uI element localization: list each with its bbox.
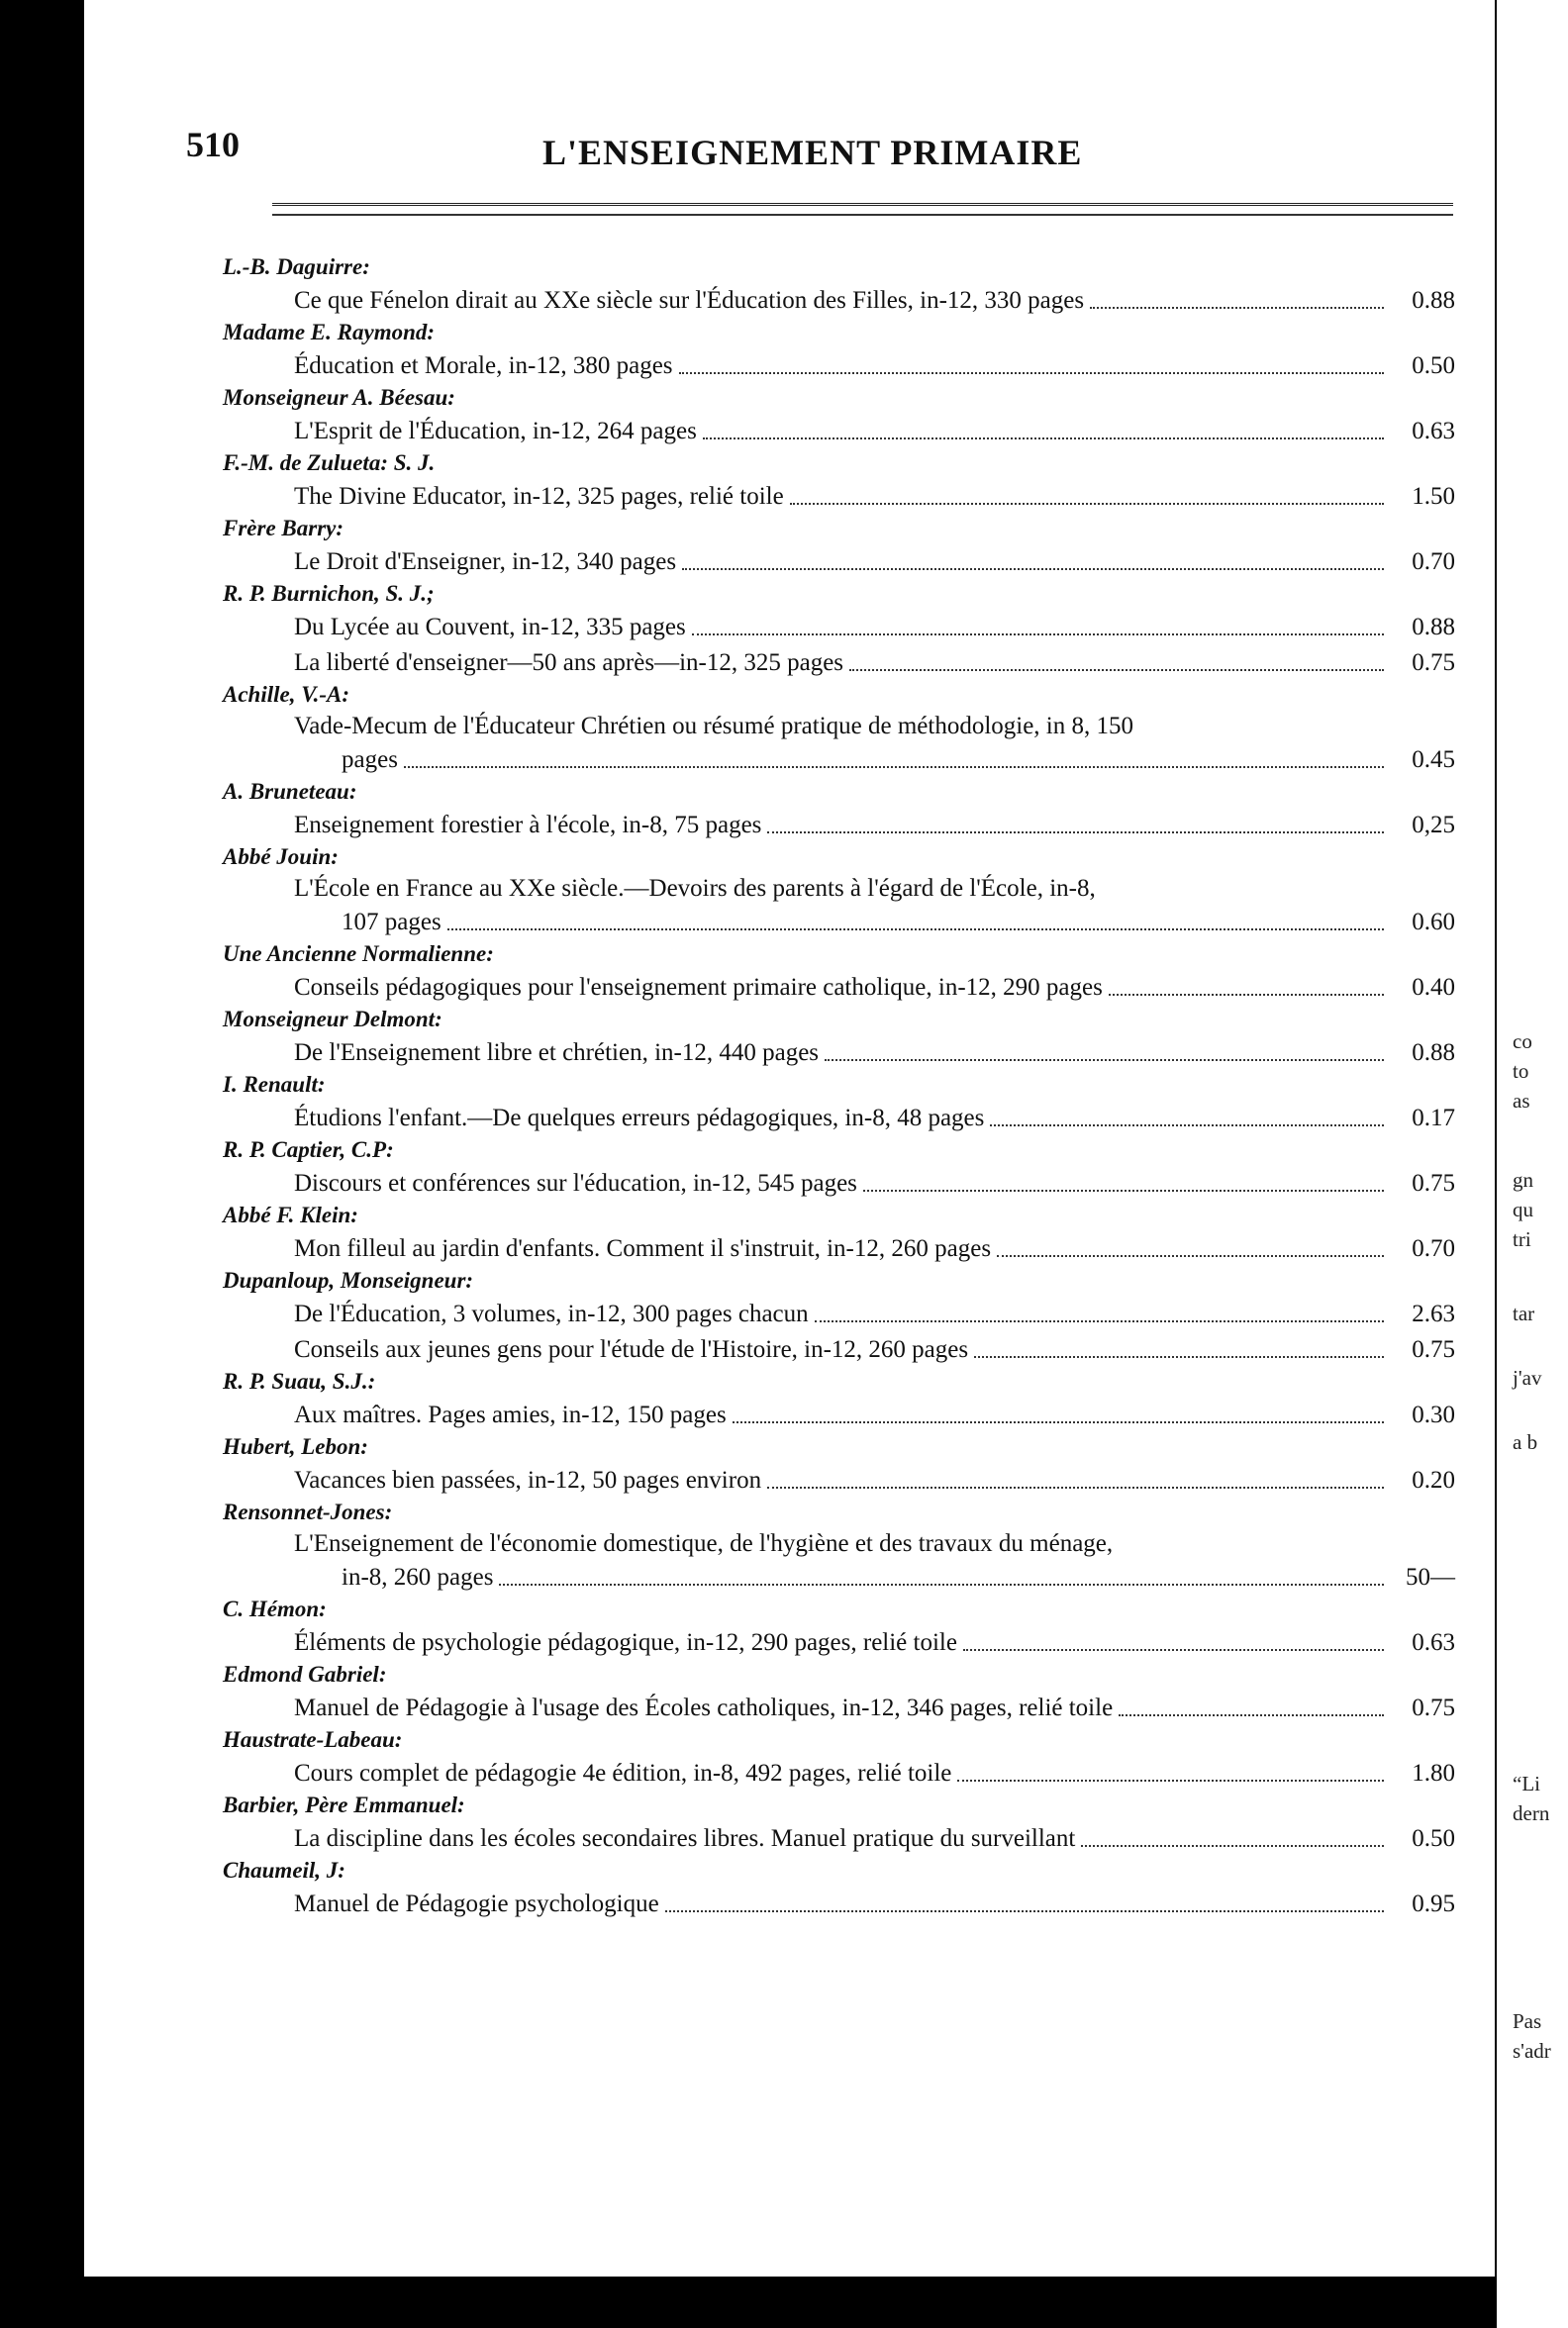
leader-dots	[863, 1190, 1384, 1192]
work-price: 0.50	[1412, 1825, 1455, 1852]
work-price: 1.50	[1412, 483, 1455, 510]
entry-author: R. P. Suau, S.J.:	[223, 1369, 376, 1394]
entry-author: Achille, V.-A:	[223, 682, 350, 707]
entry-work	[223, 710, 1455, 777]
work-title-continuation: in-8, 260 pages	[342, 1564, 494, 1591]
work-title: Étudions l'enfant.—De quelques erreurs pédagogiques, in-8, 48 pages	[294, 1105, 985, 1131]
entry-work	[223, 609, 1455, 644]
entry-work	[223, 282, 1455, 318]
leader-dots	[767, 831, 1384, 833]
work-title: Éléments de psychologie pédagogique, in-12, 290 pages, relié toile	[294, 1629, 957, 1656]
entry-author: Dupanloup, Monseigneur:	[223, 1268, 474, 1293]
work-price: 0.88	[1412, 614, 1455, 640]
work-price: 0.75	[1412, 649, 1455, 676]
work-title-continuation: pages	[342, 746, 398, 773]
work-title: Vade-Mecum de l'Éducateur Chrétien ou résumé pratique de méthodologie, in 8, 150	[294, 713, 1133, 739]
header-rule	[272, 203, 1453, 209]
work-title: Manuel de Pédagogie psychologique	[294, 1891, 659, 1917]
leader-dots	[849, 669, 1384, 671]
leader-dots	[665, 1910, 1384, 1912]
adjacent-page-fragment: to	[1513, 1059, 1529, 1083]
leader-dots	[963, 1649, 1384, 1651]
leader-dots	[990, 1124, 1384, 1126]
entry-author: Hubert, Lebon:	[223, 1434, 368, 1459]
leader-dots	[499, 1584, 1384, 1586]
adjacent-page-fragment: qu	[1513, 1198, 1533, 1221]
entry-work	[223, 1034, 1455, 1070]
entry-work	[223, 1397, 1455, 1432]
leader-dots	[790, 503, 1384, 505]
work-price: 0.45	[1412, 746, 1455, 773]
entry-work	[223, 1527, 1455, 1595]
entry-work	[223, 969, 1455, 1005]
entry-author: A. Bruneteau:	[223, 779, 357, 804]
bibliography-list	[223, 252, 1455, 1921]
entry-author: Madame E. Raymond:	[223, 320, 436, 344]
entry-author: R. P. Burnichon, S. J.;	[223, 581, 435, 606]
entry-work	[223, 1462, 1455, 1498]
work-price: 0.60	[1412, 909, 1455, 935]
entry-author: Chaumeil, J:	[223, 1858, 345, 1883]
entry-work	[223, 1755, 1455, 1791]
entry-work	[223, 1624, 1455, 1660]
page-header	[186, 124, 1453, 183]
work-title: La discipline dans les écoles secondaires libres. Manuel pratique du surveillant	[294, 1825, 1076, 1852]
entry-work	[223, 1230, 1455, 1266]
work-title: L'Enseignement de l'économie domestique, de l'hygiène et des travaux du ménage,	[294, 1530, 1114, 1557]
page-number: 510	[186, 125, 240, 164]
leader-dots	[703, 437, 1384, 439]
entry-author: Edmond Gabriel:	[223, 1662, 387, 1687]
entry-author: L.-B. Daguirre:	[223, 254, 370, 279]
entry-work	[223, 413, 1455, 448]
entry-author: Abbé Jouin:	[223, 844, 339, 869]
work-price: 0.70	[1412, 548, 1455, 575]
adjacent-page-fragment: a b	[1513, 1430, 1538, 1454]
work-price: 0.63	[1412, 418, 1455, 444]
entry-work	[223, 872, 1455, 939]
entry-work	[223, 1296, 1455, 1331]
leader-dots	[767, 1487, 1384, 1489]
work-price: 0.50	[1412, 352, 1455, 379]
entry-work	[223, 1690, 1455, 1725]
work-title: Aux maîtres. Pages amies, in-12, 150 pages	[294, 1402, 727, 1428]
leader-dots	[679, 372, 1384, 374]
entry-work	[223, 1165, 1455, 1201]
work-title: Conseils pédagogiques pour l'enseignement primaire catholique, in-12, 290 pages	[294, 974, 1103, 1001]
work-price: 0,25	[1412, 812, 1455, 838]
work-title: Cours complet de pédagogie 4e édition, in-8, 492 pages, relié toile	[294, 1760, 952, 1787]
work-price: 0.95	[1412, 1891, 1455, 1917]
adjacent-page-fragment: as	[1513, 1089, 1530, 1113]
work-title: De l'Éducation, 3 volumes, in-12, 300 pages chacun	[294, 1301, 809, 1327]
entry-work	[223, 1886, 1455, 1921]
work-price: 0.88	[1412, 287, 1455, 314]
work-title: Manuel de Pédagogie à l'usage des Écoles catholiques, in-12, 346 pages, relié toile	[294, 1695, 1114, 1721]
entry-author: I. Renault:	[223, 1072, 326, 1097]
leader-dots	[733, 1421, 1384, 1423]
work-title: Discours et conférences sur l'éducation, in-12, 545 pages	[294, 1170, 857, 1197]
entry-work	[223, 1820, 1455, 1856]
work-price: 0.40	[1412, 974, 1455, 1001]
entry-author: Rensonnet-Jones:	[223, 1500, 393, 1524]
work-title: Éducation et Morale, in-12, 380 pages	[294, 352, 673, 379]
leader-dots	[825, 1059, 1384, 1061]
adjacent-page-fragment: co	[1513, 1029, 1532, 1053]
work-price: 0.70	[1412, 1235, 1455, 1262]
adjacent-page-fragment: Pas	[1513, 2009, 1542, 2033]
entry-work	[223, 478, 1455, 514]
work-title: Mon filleul au jardin d'enfants. Comment il s'instruit, in-12, 260 pages	[294, 1235, 992, 1262]
entry-author: Frère Barry:	[223, 516, 344, 540]
entry-work	[223, 347, 1455, 383]
work-title: De l'Enseignement libre et chrétien, in-12, 440 pages	[294, 1039, 820, 1066]
work-title-continuation: 107 pages	[342, 909, 441, 935]
work-price: 0.30	[1412, 1402, 1455, 1428]
adjacent-page-fragment: gn	[1513, 1168, 1533, 1192]
work-price: 2.63	[1412, 1301, 1455, 1327]
work-title: Du Lycée au Couvent, in-12, 335 pages	[294, 614, 686, 640]
work-price: 0.75	[1412, 1336, 1455, 1363]
adjacent-page-fragment: “Li	[1513, 1772, 1540, 1795]
work-title: L'Esprit de l'Éducation, in-12, 264 pages	[294, 418, 697, 444]
work-price: 0.20	[1412, 1467, 1455, 1494]
entry-work	[223, 1331, 1455, 1367]
adjacent-page-fragment: s'adr	[1513, 2039, 1551, 2063]
work-title: L'École en France au XXe siècle.—Devoirs des parents à l'égard de l'École, in-8,	[294, 875, 1096, 902]
entry-author: Abbé F. Klein:	[223, 1203, 358, 1227]
work-price: 0.75	[1412, 1695, 1455, 1721]
leader-dots	[974, 1356, 1384, 1358]
adjacent-page-fragment: dern	[1513, 1801, 1550, 1825]
entry-author: Haustrate-Labeau:	[223, 1727, 403, 1752]
leader-dots	[1119, 1714, 1384, 1716]
adjacent-page-fragment: j'av	[1513, 1366, 1542, 1390]
work-title: Enseignement forestier à l'école, in-8, 75 pages	[294, 812, 762, 838]
entry-work	[223, 543, 1455, 579]
work-title: Conseils aux jeunes gens pour l'étude de l'Histoire, in-12, 260 pages	[294, 1336, 969, 1363]
entry-author: F.-M. de Zulueta: S. J.	[223, 450, 436, 475]
adjacent-page-fragment: tar	[1513, 1302, 1535, 1325]
running-title: L'ENSEIGNEMENT PRIMAIRE	[542, 133, 1083, 172]
entry-work	[223, 644, 1455, 680]
header-rule-secondary	[272, 214, 1453, 216]
work-title: Ce que Fénelon dirait au XXe siècle sur l'Éducation des Filles, in-12, 330 pages	[294, 287, 1085, 314]
leader-dots	[997, 1255, 1384, 1257]
leader-dots	[815, 1320, 1384, 1322]
leader-dots	[447, 928, 1384, 930]
leader-dots	[404, 766, 1384, 768]
entry-work	[223, 807, 1455, 842]
work-price: 50—	[1406, 1564, 1455, 1591]
entry-author: Monseigneur Delmont:	[223, 1007, 442, 1031]
work-title: Vacances bien passées, in-12, 50 pages environ	[294, 1467, 762, 1494]
leader-dots	[692, 633, 1384, 635]
work-price: 0.63	[1412, 1629, 1455, 1656]
leader-dots	[1090, 307, 1384, 309]
adjacent-page-edge	[1497, 0, 1568, 2328]
leader-dots	[1109, 994, 1384, 996]
work-price: 0.17	[1412, 1105, 1455, 1131]
entry-author: Monseigneur A. Béesau:	[223, 385, 455, 410]
leader-dots	[957, 1780, 1384, 1782]
entry-author: C. Hémon:	[223, 1597, 327, 1621]
work-title: Le Droit d'Enseigner, in-12, 340 pages	[294, 548, 677, 575]
work-title: The Divine Educator, in-12, 325 pages, relié toile	[294, 483, 784, 510]
entry-author: Une Ancienne Normalienne:	[223, 941, 494, 966]
entry-author: R. P. Captier, C.P:	[223, 1137, 394, 1162]
adjacent-page-fragment: tri	[1513, 1227, 1531, 1251]
leader-dots	[682, 568, 1384, 570]
work-title: La liberté d'enseigner—50 ans après—in-12, 325 pages	[294, 649, 844, 676]
work-price: 0.88	[1412, 1039, 1455, 1066]
entry-author: Barbier, Père Emmanuel:	[223, 1793, 465, 1817]
work-price: 0.75	[1412, 1170, 1455, 1197]
work-price: 1.80	[1412, 1760, 1455, 1787]
entry-work	[223, 1100, 1455, 1135]
leader-dots	[1081, 1845, 1384, 1847]
